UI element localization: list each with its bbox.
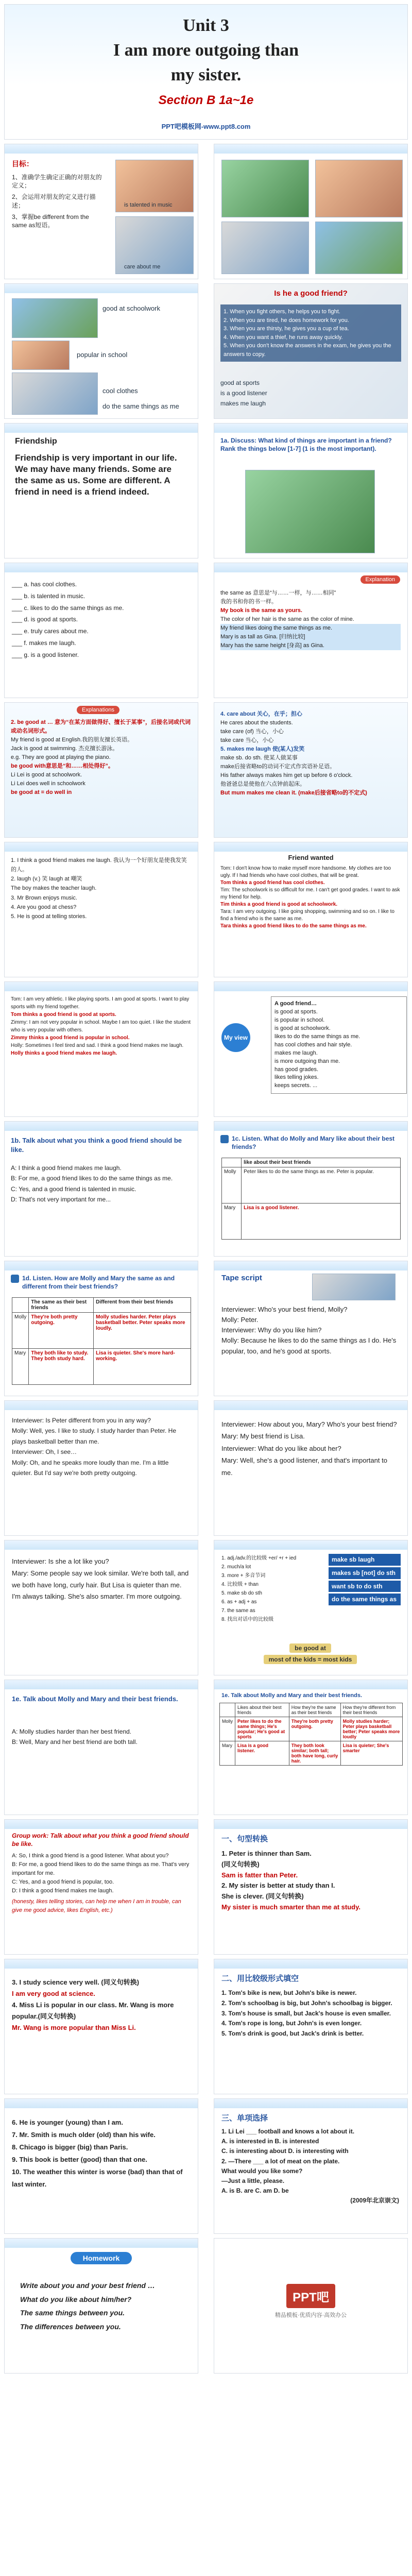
view-line: likes telling jokes. (274, 1074, 319, 1081)
rank-item: ___ c. likes to do the same things as me. (12, 604, 124, 612)
exp-line: Mary has the same height [身高] as Gina. (220, 641, 401, 650)
summary-line: 7. the same as (221, 1608, 255, 1614)
rank-slide (4, 563, 198, 698)
summary-line: 1. adj./adv.的比较级 +er/ +r + ied (221, 1555, 297, 1561)
friend-wanted-title: Friend wanted (288, 854, 334, 861)
tape-line: Interviewer: Why do you like him? (221, 1326, 322, 1334)
view-line: keeps secrets. ... (274, 1082, 318, 1089)
site-label: PPT吧模板网-www.ppt8.com (161, 123, 251, 130)
script-line: Interviewer: What do you like about her? (221, 1444, 341, 1452)
quiz-heading: Is he a good friend? (274, 289, 348, 298)
rank-item: ___ b. is talented in music. (12, 592, 85, 600)
g2-line: He cares about the students. (220, 720, 293, 726)
script-line: Mary: Some people say we look similar. We're both tall, and we both have long, curly hair. But Lisa is quieter than me. I'm always talking. She's also smarter. I'm more outgoing. (12, 1569, 189, 1601)
script-line: Mary: Well, she's a good listener, and that's important to me. (221, 1456, 387, 1477)
table-cell: Peter likes to do the same things as me. Peter is popular. (242, 1167, 401, 1204)
logo-slide (214, 2238, 408, 2374)
objective-item: 3、掌握be different from the same as短语。 (12, 213, 89, 229)
friends-photo (245, 470, 375, 553)
talk-line: C: Yes, and a good friend is talented in music. (11, 1185, 136, 1193)
talk-line: B: For me, a good friend likes to do the same things as me. (11, 1175, 173, 1182)
table-header (222, 1158, 242, 1167)
sports-slide (4, 283, 198, 419)
table-cell: Lisa is a good listener. (235, 1741, 289, 1766)
group-line: D: I think a good friend makes me laugh. (12, 1888, 114, 1894)
exp-line: the same as 意思是“与……一样，与……相同” (220, 590, 336, 596)
title-slide (4, 4, 408, 140)
objectives-slide (4, 144, 198, 279)
table-cell: They're both pretty outgoing. (29, 1313, 94, 1349)
script-line: Interviewer: How about you, Mary? Who's your best friend? (221, 1420, 397, 1428)
note-line: 4. Are you good at chess? (11, 904, 77, 910)
ex-line: (同义句转换) (221, 1860, 260, 1868)
ex-line: My sister is much smarter than me at study. (221, 1903, 360, 1911)
rank-item: ___ d. is good at sports. (12, 616, 78, 623)
listener-photo (12, 341, 70, 370)
quiz-item: 4. When you want a thief, he runs away quickly. (224, 334, 343, 341)
ex3r-line: —Just a little, please. (221, 2177, 285, 2184)
view-line: has cool clothes and hair style. (274, 1041, 352, 1048)
unit-title: Unit 3 (183, 16, 229, 35)
op-line: Zimmy thinks a good friend is popular in school. (11, 1035, 130, 1041)
group-line: A: So, I think a good friend is a good listener. What about you? (12, 1853, 169, 1859)
summary-line: 6. as + adj + as (221, 1599, 257, 1605)
exercise-slide-5 (214, 2098, 408, 2234)
talk2-line: A: Molly studies harder than her best friend. (12, 1728, 132, 1735)
listen-slide-2 (4, 1261, 198, 1396)
view-line: is more outgoing than me. (274, 1058, 340, 1064)
rank-item: ___ e. truly cares about me. (12, 628, 89, 635)
listen2-question: 1d. Listen. How are Molly and Mary the same as and different from their best friends? (22, 1275, 175, 1290)
notes-slide (4, 842, 198, 977)
g2-line: 4. care about 关心，在乎；担心 (220, 711, 302, 717)
exp-line: My friend likes doing the same things as me. (220, 624, 401, 633)
clothes-photo (221, 222, 309, 274)
chip: want sb to do sth (329, 1581, 401, 1592)
table-cell: Lisa is a good listener. (242, 1204, 401, 1240)
summary-table-slide (214, 1680, 408, 1815)
script-line: Interviewer: Oh, I see… (12, 1448, 77, 1456)
caption-care: care about me (124, 264, 161, 270)
hw-line: Write about you and your best friend … (20, 2281, 155, 2290)
view-line: makes me laugh. (274, 1049, 318, 1056)
quiz-item: 3. When you are thirsty, he gives you a cup of tea. (224, 326, 349, 332)
caption-popular: popular in school (77, 351, 128, 359)
ex3-line: 6. He is younger (young) than I am. (12, 2119, 123, 2126)
g2-line: 他爸爸总是使他在六点钟前起床。 (220, 781, 305, 788)
op-line: Holly thinks a good friend makes me laugh. (11, 1050, 117, 1056)
table-cell: Lisa is quieter. She's more hard-working. (94, 1349, 191, 1385)
ex3r-line: What would you like some? (221, 2167, 303, 2175)
ex-line: 2. My sister is better at study than I. (221, 1882, 335, 1890)
fw-line: Tim: The schoolwork is so difficult for me. I can't get good grades. I want to ask my friend for help. (220, 887, 400, 900)
table-cell: Molly (12, 1313, 29, 1349)
tape-script-slide (214, 1261, 408, 1396)
exercise3-title: 三、单项选择 (221, 2114, 268, 2123)
grammar-slide-1 (4, 702, 198, 838)
opinions-slide (4, 981, 198, 1117)
quiz-item: 5. When you don't know the answers in the exam, he gives you the answers to copy. (224, 343, 391, 358)
chip: makes sb [not] do sth (329, 1567, 401, 1579)
script-line: Molly: Well, yes. I like to study. I study harder than Peter. He plays basketball better than me. (12, 1427, 177, 1445)
group-line: B: For me, a good friend likes to do the same things as me. That's very important for me. (12, 1861, 190, 1877)
table-cell: Peter likes to do the same things; He's popular; He's good at sports (235, 1717, 289, 1741)
table-cell: They're both pretty outgoing. (289, 1717, 340, 1741)
note-line: 1. I think a good friend makes me laugh. 我认为一个好朋友是使我发笑的人。 (11, 857, 187, 873)
tape-title: Tape script (221, 1274, 262, 1282)
rank-item: ___ g. is a good listener. (12, 651, 79, 658)
grammar-slide-2 (214, 702, 408, 838)
caption-talented: is talented in music (124, 202, 173, 208)
g2-line: But mum makes me clean it. (make后接省略to的不定式) (220, 790, 367, 796)
hw-line: The same things between you. (20, 2309, 125, 2317)
ex2r-line: 3. Tom's house is small, but Jack's house is even smaller. (221, 2009, 391, 2017)
friendship-slide (4, 423, 198, 558)
script-slide-4 (4, 1540, 198, 1675)
ex3r-line: 2. —There ___ a lot of meat on the plate. (221, 2157, 340, 2165)
listen-question: 1c. Listen. What do Molly and Mary like about their best friends? (232, 1135, 395, 1150)
summary-line: 3. more + 多音节词 (221, 1573, 266, 1579)
friendship-heading: Friendship (15, 437, 57, 446)
table-cell: They both like to study. They both study hard. (29, 1349, 94, 1385)
ex2-line: Mr. Wang is more popular than Miss Li. (12, 2024, 136, 2032)
quiz-slide (214, 283, 408, 419)
talk-line: D: That's not very important for me... (11, 1196, 111, 1204)
ex3-line: 7. Mr. Smith is much older (old) than his wife. (12, 2131, 156, 2139)
tape-line: Molly: Peter. (221, 1316, 259, 1324)
script-line: Interviewer: Is she a lot like you? (12, 1557, 109, 1565)
g2-line: take care (of) 当心，小心 (220, 728, 284, 735)
quiz-item: 2. When you are tired, he does homework for you. (224, 317, 349, 324)
same-things-photo (315, 222, 403, 274)
ex2r-line: 4. Tom's rope is long, but John's is even longer. (221, 2020, 362, 2027)
tape-line: Molly: Because he likes to do the same things as I do. He's popular, too, and he's good at sports. (221, 1336, 397, 1355)
script-line: Interviewer: Is Peter different from you in any way? (12, 1417, 151, 1424)
ex3r-line: C. is interesting about D. is interesting with (221, 2147, 349, 2155)
table-cell: Mary (220, 1741, 235, 1766)
table-cell: Mary (222, 1204, 242, 1240)
op-line: Zimmy: I am not very popular in school. Maybe I am too quiet. I like the student who is very popular with others. (11, 1020, 191, 1033)
table-cell: Mary (12, 1349, 29, 1385)
table-cell: Lisa is quieter; She's smarter (340, 1741, 402, 1766)
ex2-line: 4. Miss Li is popular in our class. Mr. Wang is more popular.(同义句转换) (12, 2001, 174, 2021)
ex2r-line: 2. Tom's schoolbag is big, but John's schoolbag is bigger. (221, 1999, 392, 2007)
explanation-slide (214, 563, 408, 698)
summary-line: 5. make sb do sth (221, 1590, 262, 1596)
caption-laugh: makes me laugh (220, 400, 266, 407)
caption-same: do the same things as me (102, 402, 179, 410)
exp-line: Mary is as tall as Gina. [归纳比较] (220, 633, 401, 641)
hw-line: What do you like about him/her? (20, 2295, 132, 2303)
g2-line: take care 当心，小心 (220, 737, 274, 744)
view-line: is good at sports. (274, 1008, 318, 1015)
script-slide-3 (214, 1400, 408, 1536)
popular-photo (315, 160, 403, 217)
table-cell: Molly (220, 1717, 235, 1741)
fw-line: Tim thinks a good friend is good at schoolwork. (220, 902, 338, 907)
summary-line: 8. 找出对话中的比较级 (221, 1617, 274, 1622)
speaker-icon[interactable] (220, 1135, 229, 1143)
homework-slide (4, 2238, 198, 2374)
table-cell: Molly studies harder; Peter plays basketball better; Peter speaks more loudly (340, 1717, 402, 1741)
ex2r-line: 5. Tom's drink is good, but Jack's drink is better. (221, 2030, 364, 2038)
exercise2-title: 二、用比较级形式填空 (221, 1974, 299, 1983)
friend-wanted-slide (214, 842, 408, 977)
talk-about-slide (4, 1680, 198, 1815)
script-line: Mary: My best friend is Lisa. (221, 1432, 305, 1440)
ex-line: She is clever. (同义句转换) (221, 1892, 304, 1901)
caption-sports: good at sports (220, 379, 260, 386)
lesson-title-line1: I am more outgoing than (113, 41, 299, 60)
discuss-question: 1a. Discuss: What kind of things are important in a friend? Rank the things below [1-7] (1 is the most important). (220, 437, 392, 452)
chip: make sb laugh (329, 1554, 401, 1566)
my-view-badge: My view (221, 1023, 250, 1052)
rank-item: ___ a. has cool clothes. (12, 581, 77, 588)
view-line: is popular in school. (274, 1016, 325, 1023)
chip: be good at (289, 1643, 331, 1653)
g1-line: be good at = do well in (11, 789, 72, 796)
school-photo (221, 160, 309, 217)
group-line: (honesty, likes telling stories, can help me when I am in trouble, can give me good advice, likes English, etc.) (12, 1899, 181, 1914)
g1-line: Jack is good at swimming. 杰克擅长游泳。 (11, 745, 118, 752)
table-cell: They both look similar; both tall; both have long, curly hair. (289, 1741, 340, 1766)
objective-item: 1、准确学生确定正确的对朋友的定义； (12, 174, 102, 190)
summary-table (219, 1703, 403, 1766)
op-line: Tom thinks a good friend is good at sports. (11, 1012, 116, 1018)
talk-line: A: I think a good friend makes me laugh. (11, 1164, 122, 1172)
table-cell: Molly studies harder. Peter plays basketball better. Peter speaks more loudly. (94, 1313, 191, 1349)
table-header: The same as their best friends (29, 1298, 94, 1313)
summary-line: 4. 比较级 + than (221, 1582, 259, 1587)
speaker-icon[interactable] (11, 1275, 19, 1283)
friendship-text: Friendship is very important in our life. We may have many friends. Some are the same as us. Some are different. A friend in need is a friend indeed. (15, 453, 177, 497)
rank-item: ___ f. makes me laugh. (12, 639, 76, 647)
fw-line: Tom thinks a good friend has cool clothes. (220, 880, 325, 886)
caption-clothes: cool clothes (102, 387, 138, 395)
talk-slide (4, 1121, 198, 1257)
homework-title: Homework (71, 2252, 132, 2264)
script-line: Molly: Oh, and he speaks more loudly than me. I'm a little quieter. But I'd say we're both pretty outgoing. (12, 1459, 169, 1477)
table-header (220, 1703, 235, 1717)
ex2-line: 3. I study science very well. (同义句转换) (12, 1978, 140, 1986)
g2-line: make sb. do sth. 使某人做某事 (220, 755, 298, 761)
ex3r-line: A. is B. are C. am D. be (221, 2187, 289, 2195)
exp-line: The color of her hair is the same as the color of mine. (220, 616, 354, 623)
table-cell: Molly (222, 1167, 242, 1204)
table-header: Different from their best friends (94, 1298, 191, 1313)
op-line: Tom: I am very athletic. I like playing sports. I am good at sports. I want to play sports with my friend together. (11, 996, 190, 1010)
photo-slide (214, 144, 408, 279)
exercise-slide-2 (4, 1959, 198, 2094)
talk2-line: B: Well, Mary and her best friend are both tall. (12, 1738, 138, 1746)
exp-line: 我的书和你的书一样。 (220, 599, 277, 605)
same-different-table (12, 1297, 191, 1385)
view-line: has good grades. (274, 1066, 319, 1073)
table-header (12, 1298, 29, 1313)
explanation-tag: Explanation (360, 575, 401, 584)
talk2-question: 1e. Talk about Molly and Mary and their best friends. (12, 1695, 178, 1703)
op-line: Holly: Sometimes I feel tired and sad. I think a good friend makes me laugh. (11, 1043, 184, 1048)
g2-line: His father always makes him get up before 6 o'clock. (220, 772, 353, 779)
group-work-slide (4, 1819, 198, 1955)
grammar-summary-slide (214, 1540, 408, 1675)
tape-line: Interviewer: Who's your best friend, Molly? (221, 1306, 348, 1313)
exp-line: My book is the same as yours. (220, 607, 302, 614)
table-header: How they're the same as their best friends (289, 1703, 340, 1717)
objective-item: 2、会运用对朋友的定义进行描述； (12, 193, 96, 209)
ex3-line: 9. This book is better (good) than that one. (12, 2156, 147, 2164)
logo-subtitle: 精品模板·优质内容·高效办公 (274, 2312, 347, 2318)
group-question: Group work: Talk about what you think a good friend should be like. (12, 1832, 189, 1848)
group-line: C: Yes, and a good friend is popular, too. (12, 1879, 114, 1886)
fw-line: Tom: I don't know how to make myself more handsome. My clothes are too ugly. If I had friends who have cool clothes, that will be great. (220, 866, 391, 878)
exercise-slide-1 (214, 1819, 408, 1955)
ex2-line: I am very good at science. (12, 1990, 95, 1998)
g2-line: 5. makes me laugh 使(某人)发笑 (220, 746, 305, 753)
discuss-slide (214, 423, 408, 558)
view-line: is good at schoolwork. (274, 1025, 331, 1031)
talk-question: 1b. Talk about what you think a good friend should be like. (11, 1137, 182, 1154)
listen-slide-1 (214, 1121, 408, 1257)
section-label: Section B 1a~1e (158, 93, 254, 107)
explanations-badge: Explanations (77, 706, 119, 714)
sports-photo (12, 298, 98, 338)
note-line: 2. laugh (v.) 笑 laugh at 嘲笑 (11, 876, 82, 883)
table-header: like about their best friends (242, 1158, 401, 1167)
lesson-title-line2: my sister. (170, 65, 242, 84)
logo-mark: PPT吧 (286, 2284, 335, 2308)
exercise-title: 一、句型转换 (221, 1835, 268, 1843)
chip: most of the kids = most kids (264, 1655, 357, 1664)
ex-line: 1. Peter is thinner than Sam. (221, 1850, 312, 1857)
objectives-heading: 目标： (12, 160, 33, 168)
note-line: 3. Mr Brown enjoys music. (11, 894, 77, 901)
note-line: The boy makes the teacher laugh. (11, 885, 97, 892)
quiz-item: 1. When you fight others, he helps you to fight. (224, 309, 340, 315)
fw-line: Tara: I am very outgoing. I like going shopping, swimming and so on. I like to find a friend who is the same as me. (220, 909, 394, 922)
tape-photo (312, 1274, 396, 1300)
fw-line: Tara thinks a good friend likes to do the same things as me. (220, 923, 367, 929)
g1-line: Li Lei does well in schoolwork (11, 781, 85, 787)
view-line: likes to do the same things as me. (274, 1033, 360, 1040)
chip: do the same things as (329, 1594, 401, 1605)
g1-line: My friend is good at English.我的朋友擅长英语。 (11, 737, 133, 743)
laugh-photo (12, 372, 98, 415)
summary-question: 1e. Talk about Molly and Mary and their best friends. (221, 1692, 363, 1699)
ex3r-line: 1. Li Lei ___ football and knows a lot about it. (221, 2128, 355, 2135)
script-slide-2 (4, 1400, 198, 1536)
exercise-slide-4 (4, 2098, 198, 2234)
ex3-line: 10. The weather this winter is worse (bad) than that of last winter. (12, 2168, 183, 2189)
ex3r-line: (2009年北京崇文) (350, 2197, 399, 2205)
caption-good-at: good at schoolwork (102, 304, 161, 312)
ex3r-line: A. is interested in B. is interested (221, 2138, 319, 2145)
ex-line: Sam is fatter than Peter. (221, 1871, 298, 1879)
table-header: How they're different from their best friends (340, 1703, 402, 1717)
g1-line: Li Lei is good at schoolwork. (11, 772, 82, 778)
view-line: A good friend… (274, 1001, 317, 1007)
ex2r-line: 1. Tom's bike is new, but John's bike is newer. (221, 1989, 357, 1996)
exercise-slide-3 (214, 1959, 408, 2094)
table-header: Likes about their best friends (235, 1703, 289, 1717)
best-friends-table (221, 1158, 401, 1240)
summary-line: 2. much/a lot (221, 1564, 251, 1570)
g1-line: be good with意思是“和……相处得好”。 (11, 763, 114, 770)
hw-line: The differences between you. (20, 2322, 121, 2331)
g1-line: 2. be good at … 意为“在某方面做得好、擅长于某事”，后接名词或代词或动名词形式。 (11, 719, 191, 735)
g1-line: e.g. They are good at playing the piano. (11, 754, 111, 761)
ex3-line: 8. Chicago is bigger (big) than Paris. (12, 2143, 128, 2151)
my-view-slide (214, 981, 408, 1117)
caption-listener: is a good listener (220, 389, 267, 397)
g2-line: make后接省略to的动词不定式作宾语补足语。 (220, 764, 336, 770)
note-line: 5. He is good at telling stories. (11, 913, 87, 920)
